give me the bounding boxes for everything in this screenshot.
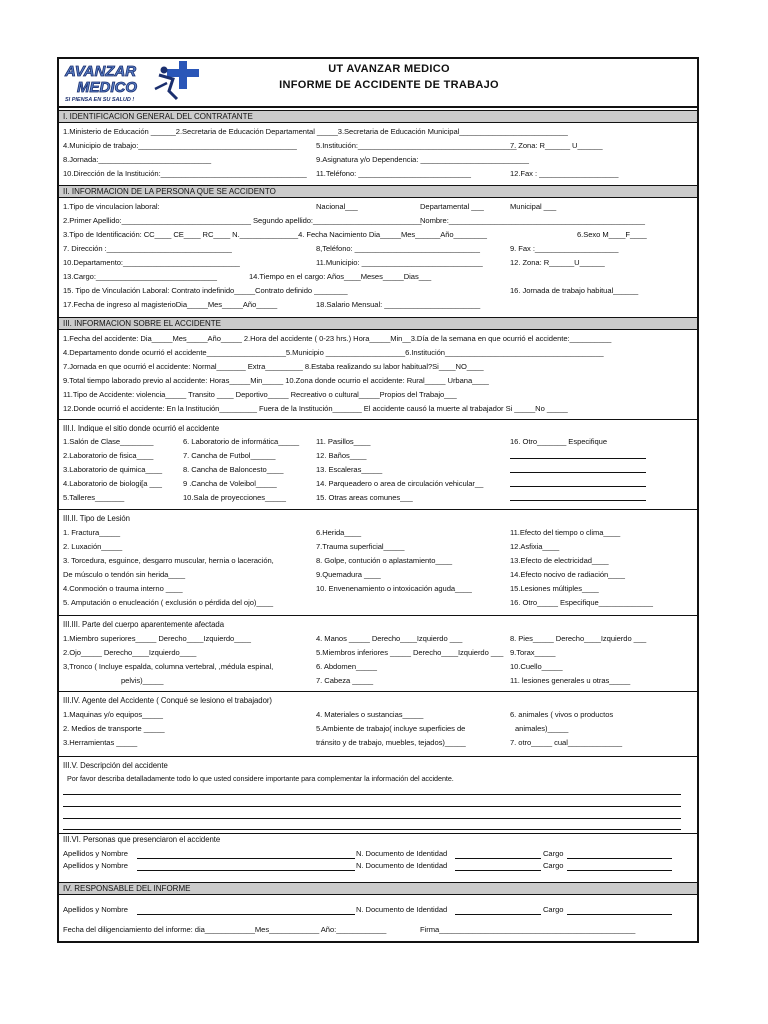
sub4-item[interactable]: 4. Materiales o sustancias_____ (316, 710, 424, 719)
sub2-item[interactable]: De músculo o tendón sin herida____ (63, 570, 185, 579)
medical-cross-icon (155, 61, 199, 99)
s1-fax[interactable]: 12.Fax : ___________________ (510, 169, 619, 178)
s3-jornada[interactable]: 7.Jornada en que ocurrió el accidente: Normal_______ Extra_________ 8.Estaba realizando su labor habitual?Si____NO____ (63, 362, 484, 371)
s2-municipio[interactable]: 11.Municipio: _____________________________ (316, 258, 483, 267)
sub1-item[interactable]: 10.Sala de proyecciones_____ (183, 493, 286, 502)
section3-heading: III. INFORMACION SOBRE EL ACCIDENTE (59, 317, 697, 330)
s2-departamento[interactable]: 10.Departamento:____________________________ (63, 258, 240, 267)
s2-nacional[interactable]: Nacional___ (316, 202, 358, 211)
divider (59, 509, 697, 510)
signature-line[interactable]: Firma_______________________________________________ (420, 925, 636, 934)
section4-heading: IV. RESPONSABLE DEL INFORME (59, 882, 697, 895)
sub1-item[interactable]: 12. Baños____ (316, 451, 367, 460)
avanzar-medico-logo (63, 61, 213, 103)
blank-line[interactable] (510, 500, 646, 501)
s2-sexo[interactable]: 6.Sexo M____F____ (577, 230, 647, 239)
divider (59, 615, 697, 616)
s2-cargo[interactable]: 13.Cargo:_____________________________ (63, 272, 217, 281)
s2-jornada[interactable]: 16. Jornada de trabajo habitual______ (510, 286, 639, 295)
s2-direccion[interactable]: 7. Dirección :______________________________ (63, 244, 232, 253)
sub3-item[interactable]: 10.Cuello_____ (510, 662, 563, 671)
section1-heading: I. IDENTIFICACION GENERAL DEL CONTRATANTE (59, 110, 697, 123)
sub2-item[interactable]: 9.Quemadura ____ (316, 570, 381, 579)
blank-line[interactable] (510, 458, 646, 459)
witness-cargo-label: Cargo (543, 861, 564, 870)
sub6-title: III.VI. Personas que presenciaron el accidente (63, 835, 221, 844)
s2-fax[interactable]: 9. Fax :____________________ (510, 244, 619, 253)
sub5-instructions: Por favor describa detalladamente todo lo que usted considere importante para complementar la información del accidente. (67, 774, 454, 783)
responsible-doc-field[interactable] (455, 914, 541, 915)
witness-doc-label: N. Documento de Identidad (356, 849, 448, 858)
logo-tagline: SI PIENSA EN SU SALUD ! (65, 97, 135, 103)
witness-name-label: Apellidos y Nombre (63, 849, 128, 858)
form-title: UT AVANZAR MEDICO (328, 63, 450, 75)
s1-zona[interactable]: 7. Zona: R______ U______ (510, 141, 603, 150)
s2-tiempo-cargo[interactable]: 14.Tiempo en el cargo: Años____Meses_____Dias___ (249, 272, 432, 281)
s2-zona[interactable]: 12. Zona: R______U______ (510, 258, 605, 267)
witness-cargo-label: Cargo (543, 849, 564, 858)
s2-nombre[interactable]: Nombre:_______________________________________________ (420, 216, 645, 225)
witness-doc-label: N. Documento de Identidad (356, 861, 448, 870)
s3-lugar[interactable]: 12.Donde ocurrió el accidente: En la Institución_________ Fuera de la Institución_______ El accidente causó la muerte al trabajador Si _____No _____ (63, 404, 568, 413)
s2-fecha-ingreso[interactable]: 17.Fecha de ingreso al magisterioDia_____Mes_____Año_____ (63, 300, 278, 309)
sub3-title: III.III. Parte del cuerpo aparentemente afectada (63, 620, 225, 629)
form-subtitle: INFORME DE ACCIDENTE DE TRABAJO (279, 79, 499, 91)
report-date-line[interactable]: Fecha del diligenciamiento del informe: dia____________Mes____________ Año:____________ (63, 925, 387, 934)
description-line[interactable] (63, 818, 681, 819)
divider (59, 419, 697, 420)
description-line[interactable] (63, 806, 681, 807)
sub1-item[interactable]: 15. Otras areas comunes___ (316, 493, 413, 502)
s2-telefono[interactable]: 8,Teléfono: ______________________________ (316, 244, 480, 253)
responsible-cargo-field[interactable] (567, 914, 672, 915)
s3-departamento[interactable]: 4.Departamento donde ocurrió el accidente___________________5.Municipio ___________________6.Institución______________________________________ (63, 348, 604, 357)
s2-tipo-vinculacion[interactable]: 15. Tipo de Vinculación Laboral: Contrato indefinido_____Contrato definido ________ (63, 286, 348, 295)
sub1-item[interactable]: 14. Parqueadero o area de circulación vehicular__ (316, 479, 484, 488)
sub1-item[interactable]: 6. Laboratorio de informática_____ (183, 437, 300, 446)
sub2-item[interactable]: 11.Efecto del tiempo o clima____ (510, 528, 621, 537)
sub3-item[interactable]: 1.Miembro superiores_____ Derecho____Izquierdo____ (63, 634, 251, 643)
sub4-item[interactable]: 2. Medios de transporte _____ (63, 724, 165, 733)
description-line[interactable] (63, 829, 681, 830)
description-line[interactable] (63, 794, 681, 795)
sub2-item[interactable]: 6.Herida____ (316, 528, 361, 537)
responsible-cargo-label: Cargo (543, 905, 564, 914)
sub1-item[interactable]: 4.Laboratorio de biologi[a ___ (63, 479, 162, 488)
sub2-item[interactable]: 8. Golpe, contución o aplastamiento____ (316, 556, 453, 565)
logo-line2: MEDICO (77, 79, 137, 96)
sub2-item[interactable]: 2. Luxación_____ (63, 542, 123, 551)
divider (59, 833, 697, 834)
sub3-item[interactable]: 7. Cabeza _____ (316, 676, 374, 685)
sub4-item[interactable]: 6. animales ( vivos o productos (510, 710, 614, 719)
s1-asignatura[interactable]: 9.Asignatura y/o Dependencia: __________________________ (316, 155, 529, 164)
witness-doc-field[interactable] (455, 858, 541, 859)
sub3-item[interactable]: pelvis)_____ (121, 676, 164, 685)
sub2-item[interactable]: 13.Efecto de electricidad____ (510, 556, 609, 565)
sub2-item[interactable]: 15.Lesiones múltiples____ (510, 584, 599, 593)
witness-name-label: Apellidos y Nombre (63, 861, 128, 870)
s3-tipo-accidente[interactable]: 11.Tipo de Accidente: violencia_____ Transito ____ Deportivo_____ Recreativo o cultural_____Propios del Trabajo___ (63, 390, 457, 399)
sub3-item[interactable]: 5.Miembros inferiores _____ Derecho____Izquierdo ___ (316, 648, 504, 657)
s2-salario[interactable]: 18.Salario Mensual: _______________________ (316, 300, 481, 309)
s1-direccion[interactable]: 10.Dirección de la Institución:___________________________________ (63, 169, 307, 178)
witness-doc-field[interactable] (455, 870, 541, 871)
sub4-item[interactable]: tránsito y de trabajo, muebles, tejados)_____ (316, 738, 466, 747)
s1-jornada[interactable]: 8.Jornada:___________________________ (63, 155, 212, 164)
sub2-item[interactable]: 1. Fractura_____ (63, 528, 121, 537)
sub2-item[interactable]: 12.Asfixia____ (510, 542, 560, 551)
responsible-name-field[interactable] (137, 914, 355, 915)
sub4-item[interactable]: 1.Maquinas y/o equipos_____ (63, 710, 163, 719)
blank-line[interactable] (510, 472, 646, 473)
sub1-item[interactable]: 8. Cancha de Baloncesto____ (183, 465, 284, 474)
sub4-item[interactable]: 7. otro_____ cual_____________ (510, 738, 623, 747)
witness-cargo-field[interactable] (567, 870, 672, 871)
divider (59, 756, 697, 757)
s2-municipal[interactable]: Municipal ___ (510, 202, 557, 211)
sub3-item[interactable]: 8. Pies_____ Derecho____Izquierdo ___ (510, 634, 647, 643)
responsible-doc-label: N. Documento de Identidad (356, 905, 448, 914)
witness-name-field[interactable] (137, 870, 355, 871)
sub2-item[interactable]: 14.Efecto nocivo de radiación____ (510, 570, 625, 579)
sub2-item[interactable]: 10. Envenenamiento o intoxicación aguda____ (316, 584, 472, 593)
s1-telefono[interactable]: 11.Teléfono: ___________________________ (316, 169, 471, 178)
sub3-item[interactable]: 4. Manos _____ Derecho____Izquierdo ___ (316, 634, 463, 643)
sub1-otro[interactable]: 16. Otro_______ Especifique (510, 437, 608, 446)
sub2-item[interactable]: 3. Torcedura, esguince, desgarro muscular, hernia o laceración, (63, 556, 274, 565)
sub3-item[interactable]: 6. Abdomen_____ (316, 662, 377, 671)
logo-line1: AVANZAR (65, 63, 137, 80)
divider (59, 691, 697, 692)
sub1-item[interactable]: 11. Pasillos____ (316, 437, 371, 446)
s1-municipio[interactable]: 4.Municipio de trabajo:______________________________________ (63, 141, 297, 150)
sub4-item[interactable]: 3.Herramientas _____ (63, 738, 138, 747)
blank-line[interactable] (510, 486, 646, 487)
witness-name-field[interactable] (137, 858, 355, 859)
form-header (59, 59, 697, 108)
sub1-item[interactable]: 1.Salón de Clase________ (63, 437, 154, 446)
sub5-title: III.V. Descripción del accidente (63, 761, 168, 770)
s1-institucion[interactable]: 5.Institución:______________________________________ (316, 141, 517, 150)
sub2-item[interactable]: 16. Otro_____ Especifique_____________ (510, 598, 653, 607)
s2-vinculacion: 1.Tipo de vinculacion laboral: (63, 202, 160, 211)
sub2-item[interactable]: 5. Amputación o enucleación ( exclusión o pérdida del ojo)____ (63, 598, 274, 607)
sub3-item[interactable]: 2.Ojo_____ Derecho____Izquierdo____ (63, 648, 197, 657)
accident-report-form (57, 57, 699, 943)
sub4-item[interactable]: 5.Ambiente de trabajo( incluye superficies de (316, 724, 466, 733)
sub3-item[interactable]: 9.Torax_____ (510, 648, 556, 657)
sub1-item[interactable]: 3.Laboratorio de quimica____ (63, 465, 163, 474)
sub3-item[interactable]: 11. lesiones generales u otras_____ (510, 676, 631, 685)
s3-fecha-hora[interactable]: 1.Fecha del accidente: Dia_____Mes_____Año_____ 2.Hora del accidente ( 0-23 hrs.) Hora_____Min__3.Día de la semana en que ocurrió el accidente:__________ (63, 334, 612, 343)
s2-departamental[interactable]: Departamental ___ (420, 202, 484, 211)
sub1-item[interactable]: 13. Escaleras_____ (316, 465, 383, 474)
sub1-item[interactable]: 7. Cancha de Futbol______ (183, 451, 276, 460)
sub2-title: III.II. Tipo de Lesión (63, 514, 130, 523)
sub1-item[interactable]: 5.Talleres_______ (63, 493, 125, 502)
s1-row1[interactable]: 1.Ministerio de Educación ______2.Secretaria de Educación Departamental _____3.Secretaria de Educación Municipal__________________________ (63, 127, 568, 136)
responsible-name-label: Apellidos y Nombre (63, 905, 128, 914)
s2-apellidos[interactable]: 2.Primer Apellido:_______________________________ Segundo apellido:__________________________ (63, 216, 422, 225)
section2-heading: II. INFORMACION DE LA PERSONA QUE SE ACCIDENTO (59, 185, 697, 198)
sub1-title: III.I. Indique el sitio donde ocurrió el accidente (63, 424, 220, 433)
sub1-item[interactable]: 2.Laboratorio de fisica____ (63, 451, 154, 460)
witness-cargo-field[interactable] (567, 858, 672, 859)
s3-tiempo-laborado[interactable]: 9.Total tiempo laborado previo al accidente: Horas_____Min_____ 10.Zona donde ocurrio el accidente: Rural_____ Urbana____ (63, 376, 489, 385)
sub4-item[interactable]: animales)_____ (515, 724, 569, 733)
sub3-item[interactable]: 3,Tronco ( Incluye espalda, columna vertebral, ,médula espinal, (63, 662, 274, 671)
sub2-item[interactable]: 7.Trauma superficial_____ (316, 542, 405, 551)
sub4-title: III.IV. Agente del Accidente ( Conqué se lesiono el trabajador) (63, 696, 272, 705)
sub2-item[interactable]: 4.Conmoción o trauma interno ____ (63, 584, 183, 593)
sub1-item[interactable]: 9 .Cancha de Voleibol_____ (183, 479, 277, 488)
s2-identificacion[interactable]: 3.Tipo de Identificación: CC____ CE____ RC____ N.______________4. Fecha Nacimiento Dia_____Mes______Año________ (63, 230, 487, 239)
